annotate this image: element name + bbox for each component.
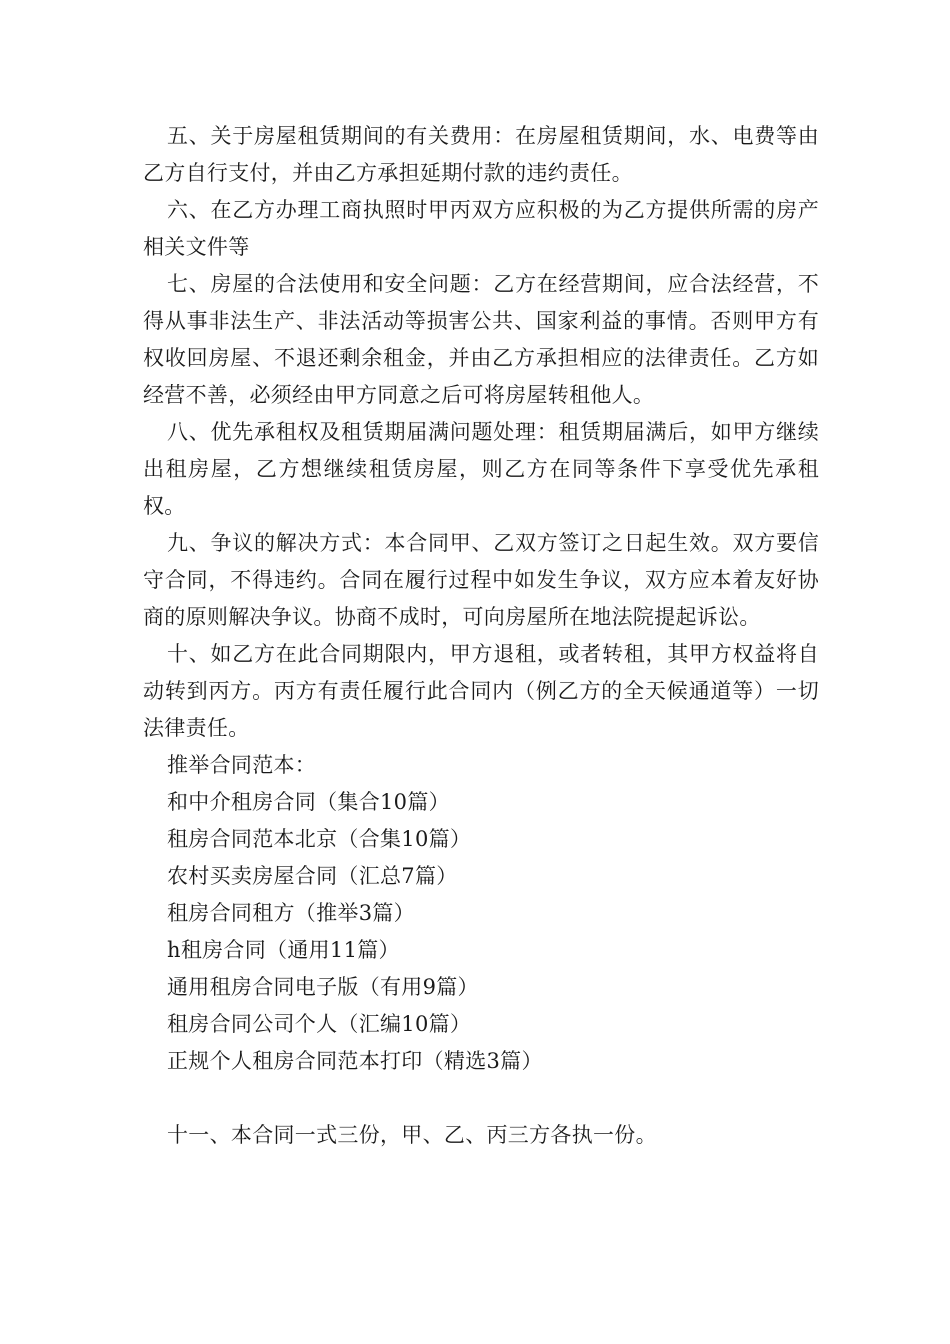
clause-six: 六、在乙方办理工商执照时甲丙双方应积极的为乙方提供所需的房产相关文件等 xyxy=(143,198,819,259)
clause-eleven: 十一、本合同一式三份，甲、乙、丙三方各执一份。 xyxy=(167,1123,657,1147)
clause-eight: 八、优先承租权及租赁期届满问题处理：租赁期届满后，如甲方继续出租房屋，乙方想继续租赁房屋，则乙方在同等条件下享受优先承租权。 xyxy=(143,420,819,518)
recommend-link[interactable]: 通用租房合同电子版（有用9篇） xyxy=(167,975,479,999)
recommend-link[interactable]: 租房合同范本北京（合集10篇） xyxy=(167,827,472,851)
clause-ten: 十、如乙方在此合同期限内，甲方退租，或者转租，其甲方权益将自动转到丙方。丙方有责任履行此合同内（例乙方的全天候通道等）一切法律责任。 xyxy=(143,642,819,740)
recommend-link[interactable]: 农村买卖房屋合同（汇总7篇） xyxy=(167,864,458,888)
recommend-link[interactable]: 和中介租房合同（集合10篇） xyxy=(167,790,450,814)
document-body xyxy=(143,118,819,1154)
recommend-link[interactable]: 正规个人租房合同范本打印（精选3篇） xyxy=(167,1049,543,1073)
recommend-link[interactable]: 租房合同公司个人（汇编10篇） xyxy=(167,1012,472,1036)
recommend-link[interactable]: 租房合同租方（推举3篇） xyxy=(167,901,415,925)
recommend-list xyxy=(143,784,819,1080)
clause-nine: 九、争议的解决方式：本合同甲、乙双方签订之日起生效。双方要信守合同，不得违约。合同在履行过程中如发生争议，双方应本着友好协商的原则解决争议。协商不成时，可向房屋所在地法院提起诉讼。 xyxy=(143,531,819,629)
recommend-link[interactable]: h租房合同（通用11篇） xyxy=(167,938,400,962)
recommend-title: 推举合同范本： xyxy=(167,753,317,777)
clause-seven: 七、房屋的合法使用和安全问题：乙方在经营期间，应合法经营，不得从事非法生产、非法活动等损害公共、国家利益的事情。否则甲方有权收回房屋、不退还剩余租金，并由乙方承担相应的法律责任。乙方如经营不善，必须经由甲方同意之后可将房屋转租他人。 xyxy=(143,272,819,407)
clause-five: 五、关于房屋租赁期间的有关费用：在房屋租赁期间，水、电费等由乙方自行支付，并由乙方承担延期付款的违约责任。 xyxy=(143,124,819,185)
